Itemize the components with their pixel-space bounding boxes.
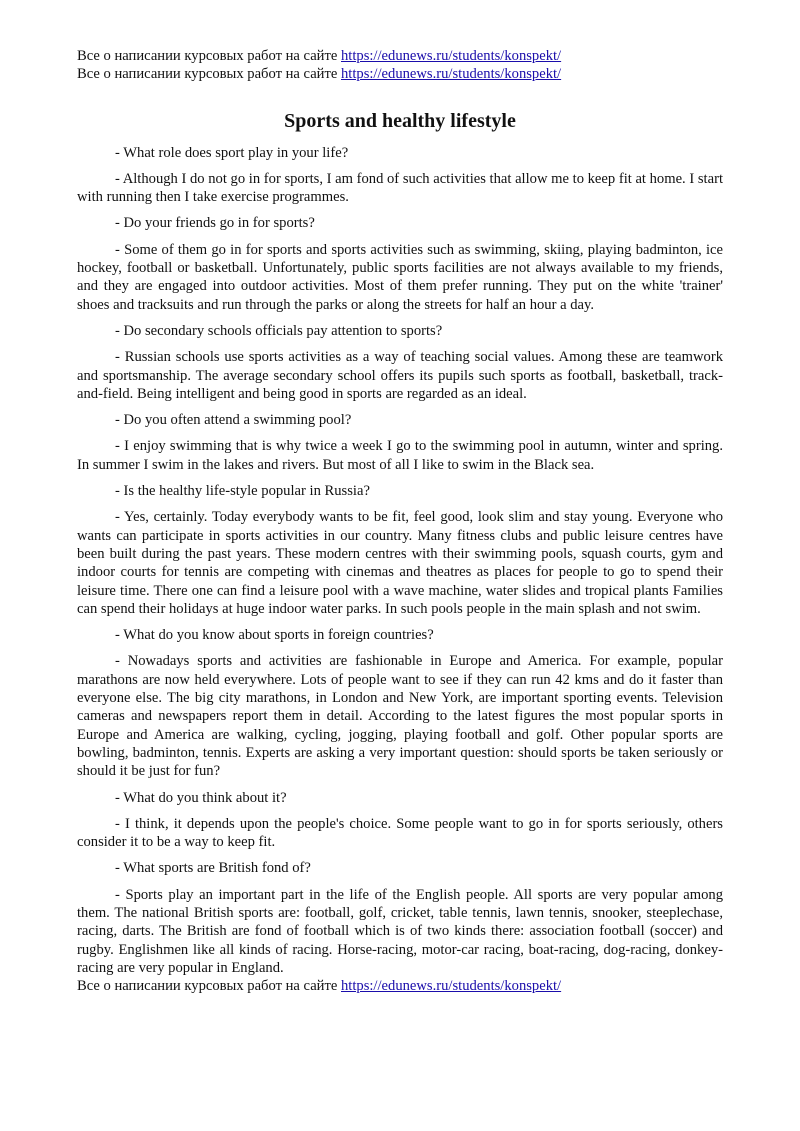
question-6: - What do you know about sports in foreign countries? — [115, 627, 434, 644]
header-link-1[interactable]: https://edunews.ru/students/konspekt/ — [341, 48, 562, 64]
document-page — [77, 47, 723, 995]
answer-4: - I enjoy swimming that is why twice a week I go to the swimming pool in autumn, winter and spring. In summer I swim in the lakes and rivers. But most of all I like to swim in the Black sea. — [77, 438, 723, 473]
footer-line — [77, 977, 723, 995]
question-5: - Is the healthy life-style popular in Russia? — [115, 483, 370, 500]
header-line-2 — [77, 65, 723, 83]
header-line-1 — [77, 47, 723, 65]
answer-3: - Russian schools use sports activities as a way of teaching social values. Among these are teamwork and sportsmanship. The average secondary school offers its pupils such sports as football, basketball, track-and-field. Being intelligent and being good in sports are regarded as an ideal. — [77, 349, 723, 402]
answer-7: - I think, it depends upon the people's choice. Some people want to go in for sports seriously, others consider it to be a way to keep fit. — [77, 815, 723, 851]
header-link-2[interactable]: https://edunews.ru/students/konspekt/ — [341, 66, 562, 83]
page-title: Sports and healthy lifestyle — [284, 109, 516, 132]
question-8: - What sports are British fond of? — [115, 860, 311, 877]
footer-link[interactable]: https://edunews.ru/students/konspekt/ — [341, 978, 562, 995]
question-3: - Do secondary schools officials pay attention to sports? — [115, 322, 443, 339]
header-text-1: Все о написании курсовых работ на сайте — [77, 48, 338, 64]
question-2: - Do your friends go in for sports? — [115, 215, 315, 232]
header-text-2: Все о написании курсовых работ на сайте — [77, 66, 338, 83]
answer-5: - Yes, certainly. Today everybody wants to be fit, feel good, look slim and stay young. Everyone who wants can participate in sports activities in our country. Many fitness clubs and public leisure centres have been built during the past years. These modern centres with their swimming pools, squash courts, gym and indoor courts for tennis are competing with cinemas and theatres as places for people to go to spend their leisure time. There one can find a leisure pool with a wave machine, water slides and tropical plants Families can spend their holidays at huge indoor water parks. In such pools people in the main splash and not swim. — [77, 509, 723, 617]
question-1: - What role does sport play in your life? — [115, 144, 349, 161]
answer-2: - Some of them go in for sports and sports activities such as swimming, skiing, playing badminton, ice hockey, football or basketball. Unfortunately, public sports facilities are not always available to my friends, and they are engaged into outdoor activities. Most of them prefer running. They put on the white 'trainer' shoes and tracksuits and run through the parks or along the streets for half an hour a day. — [77, 241, 723, 313]
question-7: - What do you think about it? — [115, 789, 287, 806]
answer-1: - Although I do not go in for sports, I am fond of such activities that allow me to keep fit at home. I start with running then I take exercise programmes. — [77, 170, 723, 206]
answer-6: - Nowadays sports and activities are fashionable in Europe and America. For example, popular marathons are now held everywhere. Lots of people want to see if they can run 42 kms and do it faster than everyone else. The big city marathons, in London and New York, are important sporting events. Television cameras and newspapers report them in detail. According to the latest figures the most popular sports in Europe and America are walking, cycling, jogging, playing football and golf. Other popular sports are bowling, badminton, tennis. Experts are asking a very important question: should sports be taken seriously or should it be just for fun? — [77, 653, 723, 780]
question-4: - Do you often attend a swimming pool? — [115, 412, 352, 429]
answer-8: - Sports play an important part in the life of the English people. All sports are very popular among them. The national British sports are: football, golf, cricket, table tennis, lawn tennis, snooker, steeplechase, racing, darts. The British are fond of football which is of two kinds there: association football (soccer) and rugby. Englishmen like all kinds of racing. Horse-racing, motor-car racing, boat-racing, dog-racing, donkey-racing are very popular in England. — [77, 886, 723, 976]
footer-text: Все о написании курсовых работ на сайте — [77, 978, 338, 995]
